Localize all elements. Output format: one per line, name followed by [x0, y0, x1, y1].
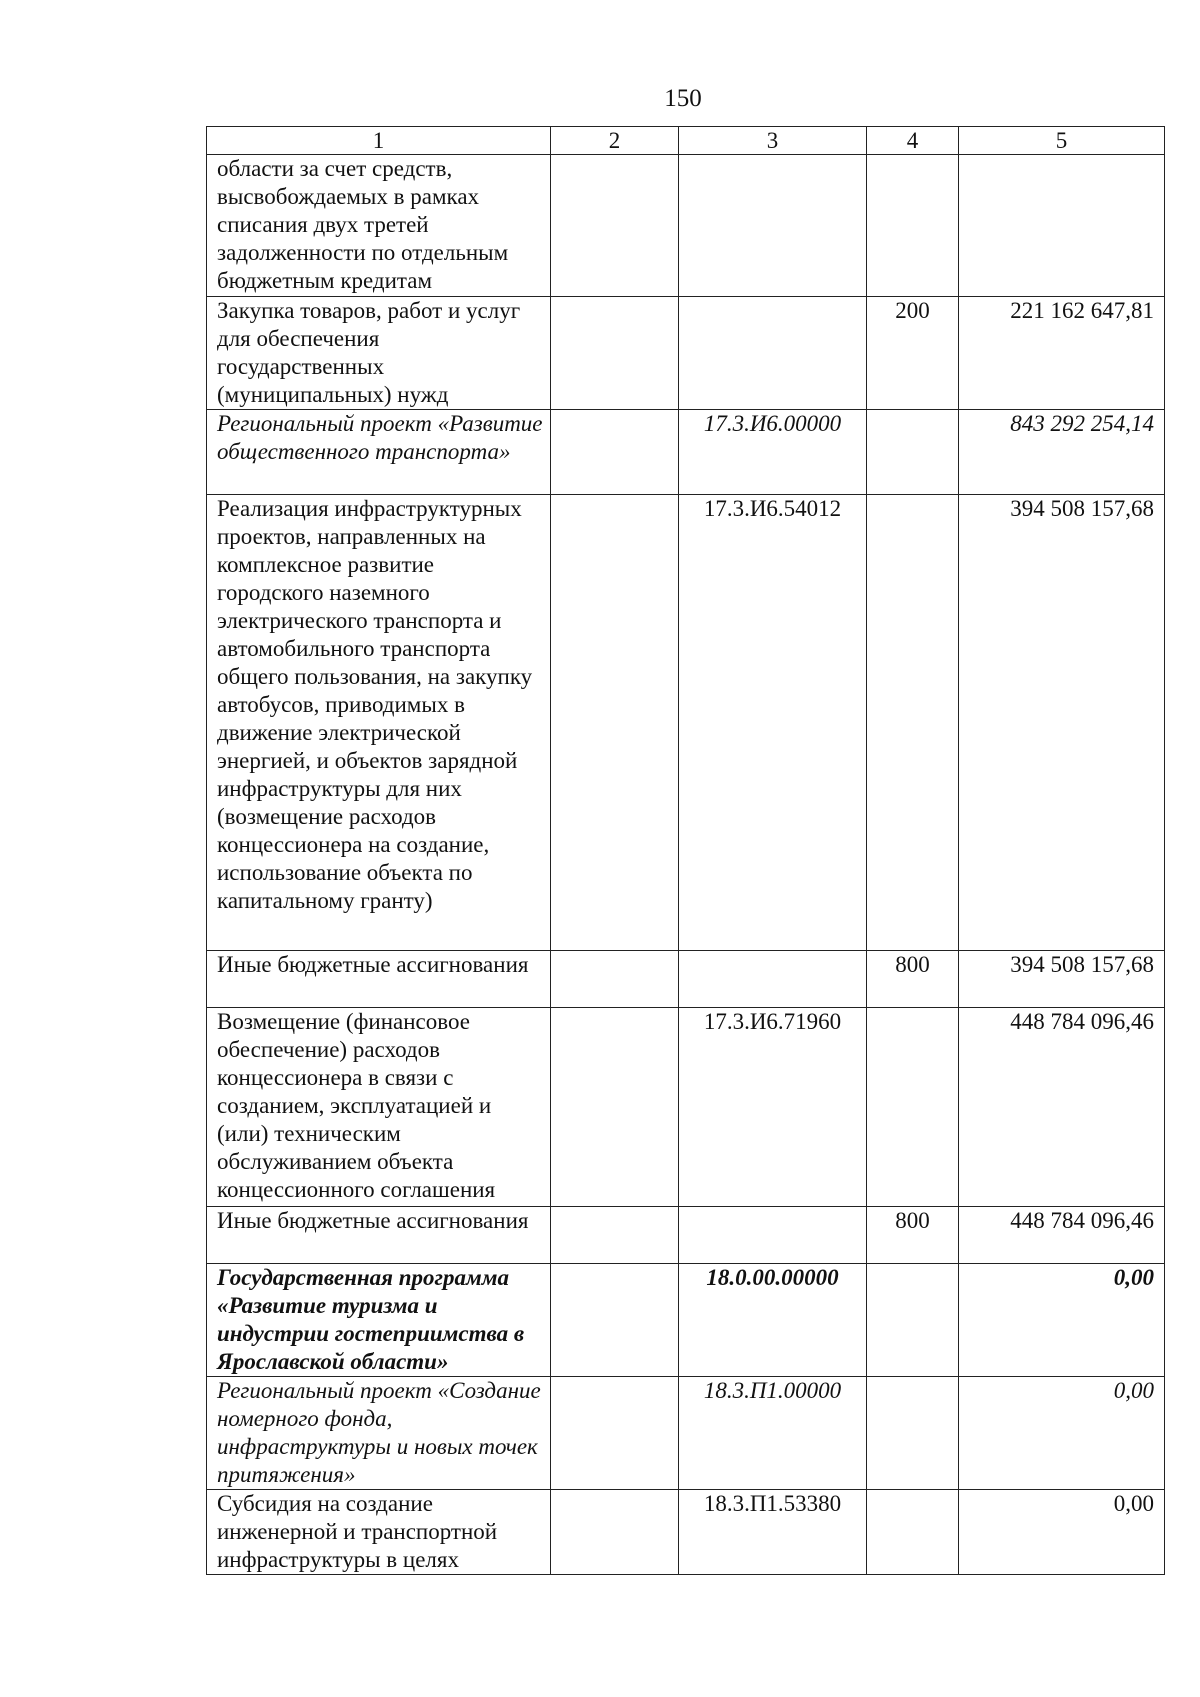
cell-name: Возмещение (финансовое обеспечение) расходов концессионера в связи с созданием, эксплуатацией и (или) техническим обслуживанием объекта концессионного соглашения	[207, 1008, 551, 1207]
table-row	[207, 1008, 1165, 1207]
cell-code: 18.3.П1.00000	[679, 1377, 867, 1490]
cell-amount	[959, 155, 1165, 297]
cell-type	[867, 1377, 959, 1490]
cell-amount: 0,00	[959, 1264, 1165, 1377]
table-row	[207, 951, 1165, 1008]
cell-amount: 394 508 157,68	[959, 951, 1165, 1008]
cell-col2	[551, 297, 679, 410]
column-header: 4	[867, 127, 959, 155]
cell-name: Государственная программа «Развитие туризма и индустрии гостеприимства в Ярославской области»	[207, 1264, 551, 1377]
cell-amount: 394 508 157,68	[959, 495, 1165, 951]
cell-name: области за счет средств, высвобождаемых в рамках списания двух третей задолженности по отдельным бюджетным кредитам	[207, 155, 551, 297]
table-row	[207, 495, 1165, 951]
cell-type: 800	[867, 1207, 959, 1264]
cell-type	[867, 410, 959, 495]
cell-col2	[551, 1264, 679, 1377]
table-header-row	[207, 127, 1165, 155]
cell-name: Региональный проект «Создание номерного фонда, инфраструктуры и новых точек притяжения»	[207, 1377, 551, 1490]
cell-amount: 843 292 254,14	[959, 410, 1165, 495]
table-row	[207, 1207, 1165, 1264]
table-row	[207, 1490, 1165, 1575]
cell-amount: 221 162 647,81	[959, 297, 1165, 410]
table-row	[207, 297, 1165, 410]
cell-type	[867, 495, 959, 951]
cell-name: Реализация инфраструктурных проектов, направленных на комплексное развитие городского наземного электрического транспорта и автомобильного транспорта общего пользования, на закупку автобусов, приводимых в движение электрической энергией, и объектов зарядной инфраструктуры для них (возмещение расходов концессионера на создание, использование объекта по капитальному гранту)	[207, 495, 551, 951]
cell-code: 17.3.И6.71960	[679, 1008, 867, 1207]
column-header: 3	[679, 127, 867, 155]
table-row	[207, 1264, 1165, 1377]
cell-name: Субсидия на создание инженерной и транспортной инфраструктуры в целях	[207, 1490, 551, 1575]
cell-type	[867, 1008, 959, 1207]
cell-amount: 448 784 096,46	[959, 1207, 1165, 1264]
cell-col2	[551, 1490, 679, 1575]
table-row	[207, 155, 1165, 297]
cell-name: Иные бюджетные ассигнования	[207, 1207, 551, 1264]
cell-type	[867, 1490, 959, 1575]
cell-name: Иные бюджетные ассигнования	[207, 951, 551, 1008]
cell-type: 800	[867, 951, 959, 1008]
cell-code	[679, 1207, 867, 1264]
table-row	[207, 1377, 1165, 1490]
cell-amount: 0,00	[959, 1377, 1165, 1490]
cell-col2	[551, 1207, 679, 1264]
cell-col2	[551, 1008, 679, 1207]
column-header: 2	[551, 127, 679, 155]
cell-code	[679, 297, 867, 410]
cell-col2	[551, 495, 679, 951]
cell-code	[679, 155, 867, 297]
cell-amount: 0,00	[959, 1490, 1165, 1575]
cell-type	[867, 155, 959, 297]
cell-amount: 448 784 096,46	[959, 1008, 1165, 1207]
cell-col2	[551, 1377, 679, 1490]
cell-name: Закупка товаров, работ и услуг для обеспечения государственных (муниципальных) нужд	[207, 297, 551, 410]
cell-code: 17.3.И6.00000	[679, 410, 867, 495]
cell-code: 18.0.00.00000	[679, 1264, 867, 1377]
budget-table	[206, 126, 1165, 1575]
page-number: 150	[664, 85, 702, 112]
table-row	[207, 410, 1165, 495]
cell-type	[867, 1264, 959, 1377]
cell-code: 18.3.П1.53380	[679, 1490, 867, 1575]
column-header: 1	[207, 127, 551, 155]
cell-code: 17.3.И6.54012	[679, 495, 867, 951]
column-header: 5	[959, 127, 1165, 155]
cell-col2	[551, 155, 679, 297]
cell-col2	[551, 951, 679, 1008]
cell-code	[679, 951, 867, 1008]
cell-type: 200	[867, 297, 959, 410]
cell-col2	[551, 410, 679, 495]
cell-name: Региональный проект «Развитие общественного транспорта»	[207, 410, 551, 495]
